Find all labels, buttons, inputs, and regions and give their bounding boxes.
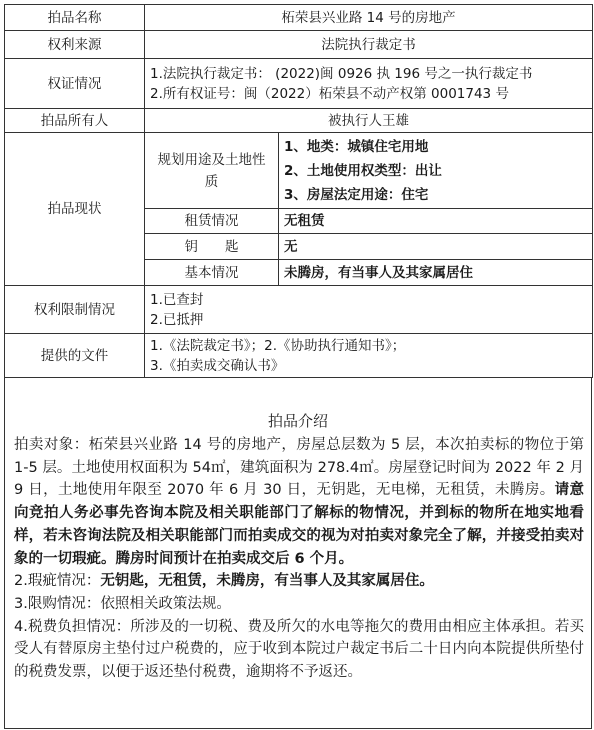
intro-body xyxy=(14,434,584,684)
planning-line-1: 1、地类：城镇住宅用地 xyxy=(284,138,429,155)
owner-value: 被执行人王雄 xyxy=(145,109,593,133)
intro-p2-bold: 无钥匙，无租赁，未腾房，有当事人及其家属居住。 xyxy=(100,573,434,590)
intro-section xyxy=(4,378,592,729)
rights-source-value: 法院执行裁定书 xyxy=(145,31,593,59)
certificate-line-2: 2.所有权证号：闽（2022）柘荣县不动产权第 0001743 号 xyxy=(150,85,509,102)
intro-p1-bold: 请意向竞拍人务必事先咨询本院及相关职能部门了解标的物情况，并到标的物所在地实地看样，若未咨询法院及相关职能部门而拍卖成交的视为对拍卖对象完全了解，并接受拍卖对象的一切瑕疵。腾房时间预计在拍卖成交后 6 个月。 xyxy=(14,482,584,567)
intro-p1-text: 拍卖对象：柘荣县兴业路 14 号的房地产，房屋总层数为 5 层，本次拍卖标的物位于第 1-5 层。土地使用权面积为 54㎡，建筑面积为 278.4㎡。房屋登记时间为 2022 年 2 月 9 日，土地使用年限至 2070 年 6 月 30 日，无钥匙，无电梯，无租赁，未腾房。 xyxy=(14,437,584,499)
row-planning xyxy=(5,133,593,209)
item-name-label: 拍品名称 xyxy=(5,5,145,31)
intro-paragraph-3: 3.限购情况：依照相关政策法规。 xyxy=(14,595,231,612)
planning-line-2: 2、土地使用权类型：出让 xyxy=(284,162,442,179)
planning-label: 规划用途及土地性质 xyxy=(145,133,279,209)
row-item-name xyxy=(5,5,593,31)
planning-line-3: 3、房屋法定用途：住宅 xyxy=(284,186,429,203)
intro-title: 拍品介绍 xyxy=(267,412,328,430)
item-name-value: 柘荣县兴业路 14 号的房地产 xyxy=(145,5,593,31)
intro-paragraph-2 xyxy=(14,570,584,593)
basic-value: 未腾房，有当事人及其家属居住 xyxy=(279,260,593,286)
row-restrictions xyxy=(5,286,593,334)
key-label: 钥 匙 xyxy=(145,234,279,260)
planning-value xyxy=(279,133,593,209)
documents-value xyxy=(145,334,593,378)
basic-label: 基本情况 xyxy=(145,260,279,286)
row-certificate xyxy=(5,59,593,109)
restrictions-value xyxy=(145,286,593,334)
row-rights-source xyxy=(5,31,593,59)
intro-paragraph-1 xyxy=(14,434,584,570)
intro-p2-text: 2.瑕疵情况： xyxy=(14,573,101,590)
documents-line-2: 3.《拍卖成交确认书》 xyxy=(150,357,285,374)
rights-source-label: 权利来源 xyxy=(5,31,145,59)
owner-label: 拍品所有人 xyxy=(5,109,145,133)
certificate-value xyxy=(145,59,593,109)
documents-label: 提供的文件 xyxy=(5,334,145,378)
restriction-line-1: 1.已查封 xyxy=(150,291,204,308)
documents-line-1: 1.《法院裁定书》；2.《协助执行通知书》； xyxy=(150,337,406,354)
key-value: 无 xyxy=(279,234,593,260)
lease-label: 租赁情况 xyxy=(145,209,279,234)
restrictions-label: 权利限制情况 xyxy=(5,286,145,334)
row-documents xyxy=(5,334,593,378)
certificate-label: 权证情况 xyxy=(5,59,145,109)
restriction-line-2: 2.已抵押 xyxy=(150,311,204,328)
certificate-line-1: 1.法院执行裁定书： (2022)闽 0926 执 196 号之一执行裁定书 xyxy=(150,65,533,82)
intro-paragraph-4: 4.税费负担情况：所涉及的一切税、费及所欠的水电等拖欠的费用由相应主体承担。若买受人有替原房主垫付过户税费的，应于收到本院过户裁定书后二十日内向本院提供所垫付的税费发票，以便于返还垫付税费，逾期将不予返还。 xyxy=(14,618,584,681)
lease-value: 无租赁 xyxy=(279,209,593,234)
auction-info-table xyxy=(4,4,593,378)
row-owner xyxy=(5,109,593,133)
status-label: 拍品现状 xyxy=(5,133,145,286)
